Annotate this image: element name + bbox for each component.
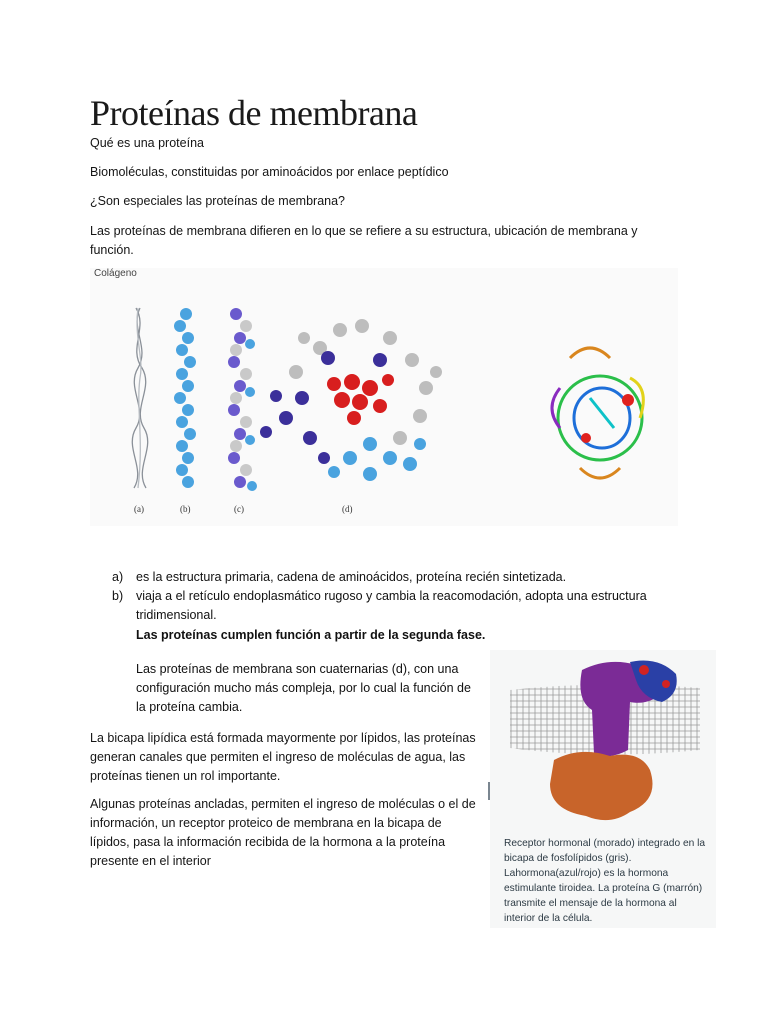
cluster-d [260, 319, 442, 481]
paragraph-question-2: ¿Son especiales las proteínas de membrana? [90, 194, 346, 208]
function-note: Las proteínas cumplen función a partir de la segunda fase. [136, 628, 486, 642]
paragraph-question: Qué es una proteína [90, 136, 204, 150]
paragraph-definition: Biomoléculas, constituidas por aminoácidos por enlace peptídico [90, 165, 449, 179]
label-c: (c) [234, 504, 244, 514]
ribbon-protein [552, 348, 643, 478]
list-marker: b) [112, 589, 124, 603]
receptor-figure [490, 650, 716, 928]
quaternary-note: Las proteínas de membrana son cuaternarias (d), con una configuración mucho más compleja, por lo cual la función de la proteína cambia. [136, 662, 471, 714]
list-item-text: es la estructura primaria, cadena de aminoácidos, proteína recién sintetizada. [136, 570, 567, 584]
list-item [112, 587, 672, 625]
list-item-text: viaja a el retículo endoplasmático rugoso y cambia la reacomodación, adopta una estructura tridimensional. [136, 589, 647, 622]
chain-b [174, 308, 196, 488]
label-a: (a) [134, 504, 144, 514]
stages-list [112, 568, 672, 625]
list-marker: a) [112, 570, 124, 584]
paragraph-membrane-proteins: Las proteínas de membrana difieren en lo que se refiere a su estructura, ubicación de membrana y función. [90, 224, 638, 257]
protein-structures-illustration [90, 268, 678, 526]
paragraph-bilayer: La bicapa lipídica está formada mayormente por lípidos, las proteínas generan canales que permiten el ingreso de moléculas de agua, las proteínas tienen un rol importante. [90, 731, 476, 783]
helix-a [132, 308, 147, 488]
label-b: (b) [180, 504, 191, 514]
paragraph-receptor: Algunas proteínas ancladas, permiten el ingreso de moléculas o el de información, un receptor proteico de membrana en la bicapa de lípidos, pasa la información recibida de la hormona a la proteína presente en el interior [90, 797, 476, 868]
g-protein-shape [550, 752, 653, 820]
list-item [112, 568, 672, 587]
label-d: (d) [342, 504, 353, 514]
chain-c [228, 308, 257, 491]
figure-caption: Colágeno [94, 268, 137, 279]
figure-caption: Receptor hormonal (morado) integrado en la bicapa de fosfolípidos (gris). Lahormona(azul/rojo) es la hormona estimulante tiroidea. La proteína G (marrón) transmite el mensaje de la hormona al interior de la célula. [504, 838, 706, 924]
receptor-illustration [490, 650, 716, 830]
page-title: Proteínas de membrana [90, 93, 418, 133]
collagen-figure [90, 268, 678, 526]
